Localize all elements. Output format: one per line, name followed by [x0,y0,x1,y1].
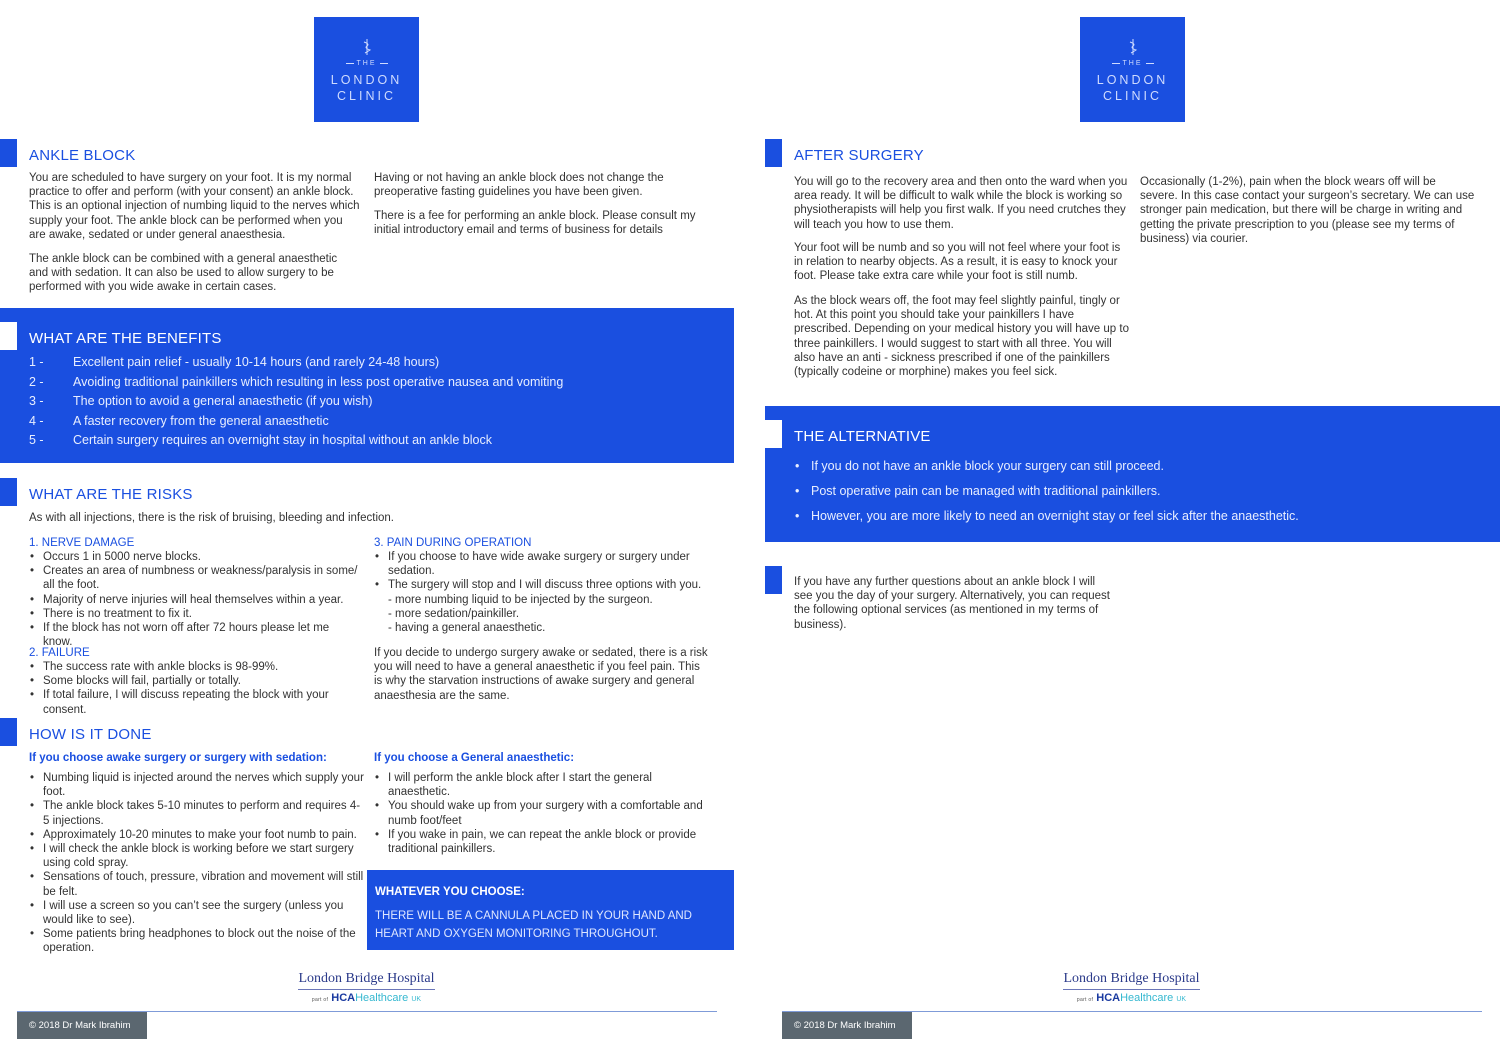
list-item: • Some blocks will fail, partially or totally. [29,674,369,688]
caduceus-icon [1080,39,1185,59]
list-item: • Occurs 1 in 5000 nerve blocks. [29,550,359,564]
after-surgery-para-4: Occasionally (1-2%), pain when the block wears off will be severe. In this case contact your surgeon’s secretary. We can use stronger pain medication, but there will be charge in writing and getting the private prescription to you (please see my terms of business) via courier. [1140,176,1475,245]
logo-clinic: CLINIC [337,89,396,103]
list-item: • Approximately 10-20 minutes to make your foot numb to pain. [29,828,364,842]
nerve-damage-list [29,550,359,649]
risks-intro: As with all injections, there is the risk of bruising, bleeding and infection. [29,512,395,524]
logo-the: THE [314,60,419,68]
london-bridge-hospital-logo [298,971,435,1006]
nerve-damage-heading: 1. NERVE DAMAGE [29,537,135,549]
list-item: - having a general anaesthetic. [388,622,546,635]
logo-clinic: CLINIC [1103,89,1162,103]
list-item: • If you do not have an ankle block your surgery can still proceed. [794,459,1484,484]
after-surgery-para-3: As the block wears off, the foot may feel slightly painful, tingly or hot. At this point you should take your painkillers I have prescribed. Depending on your medical history you will have up to three painkillers. I would suggest to start with all three. You will also have an anti - sickness prescribed if one of the painkillers (typically codeine or morphine) makes you feel sick. [794,295,1129,379]
list-item: 2 - Avoiding traditional painkillers which resulting in less post operative nausea and vomiting [29,374,564,389]
benefits-list [29,353,719,451]
list-item: • You should wake up from your surgery with a comfortable and numb foot/feet [374,799,714,827]
list-item: • I will perform the ankle block after I start the general anaesthetic. [374,771,714,799]
logo-the: THE [1080,60,1185,68]
ankle-block-para-3: Having or not having an ankle block does not change the preoperative fasting guidelines you have been given. [374,172,664,199]
after-surgery-heading: AFTER SURGERY [794,147,924,164]
ankle-block-para-4: There is a fee for performing an ankle block. Please consult my initial introductory email and terms of business for details [374,210,696,237]
caduceus-icon [314,39,419,59]
list-item: • Post operative pain can be managed with traditional painkillers. [794,484,1484,509]
list-item: • Sensations of touch, pressure, vibration and movement will still be felt. [29,870,364,898]
ga-list [374,771,714,856]
pain-during-operation-heading: 3. PAIN DURING OPERATION [374,537,532,549]
list-item: • However, you are more likely to need an overnight stay or feel sick after the anaesthetic. [794,509,1484,534]
list-item: • I will check the ankle block is working before we start surgery using cold spray. [29,842,364,870]
section-marker [0,322,17,350]
logo-london: LONDON [1096,73,1169,87]
london-clinic-logo [314,17,419,122]
hca-label: HCA [331,992,356,1004]
list-item: • The surgery will stop and I will discuss three options with you. [374,578,704,592]
list-item: - more numbing liquid to be injected by the surgeon. [388,593,653,606]
section-marker [765,139,782,167]
part-of-label: part of [311,997,329,1003]
hospital-name: London Bridge Hospital [298,971,435,986]
whatever-body: THERE WILL BE A CANNULA PLACED IN YOUR HAND AND HEART AND OXYGEN MONITORING THROUGHOUT. [375,910,692,940]
alternative-heading: THE ALTERNATIVE [794,428,931,445]
list-item: • The success rate with ankle blocks is 98-99%. [29,660,369,674]
list-item: 1 - Excellent pain relief - usually 10-14 hours (and rarely 24-48 hours) [29,355,440,369]
whatever-title: WHATEVER YOU CHOOSE: [375,886,525,898]
logo-london: LONDON [330,73,403,87]
right-page [765,0,1500,1039]
copyright-badge: © 2018 Dr Mark Ibrahim [782,1012,912,1039]
after-surgery-para-2: Your foot will be numb and so you will not feel where your foot is in relation to nearby objects. As a result, it is easy to knock your foot. Please take extra care while your foot is still numb. [794,242,1121,283]
list-item: • If you choose to have wide awake surgery or surgery under sedation. [374,550,704,578]
how-heading: HOW IS IT DONE [29,726,152,743]
whatever-you-choose-panel [367,870,734,950]
london-clinic-logo [1080,17,1185,122]
list-item: • Creates an area of numbness or weakness/paralysis in some/ all the foot. [29,564,359,592]
list-item: • I will use a screen so you can’t see the surgery (unless you would like to see). [29,899,364,927]
list-item: • Majority of nerve injuries will heal themselves within a year. [29,593,359,607]
awake-heading: If you choose awake surgery or surgery with sedation: [29,752,327,764]
part-of-label: part of [1076,997,1094,1003]
list-item: • If you wake in pain, we can repeat the ankle block or provide traditional painkillers. [374,828,714,856]
hospital-name: London Bridge Hospital [1063,971,1200,986]
hca-label: HCA [1096,992,1121,1004]
after-surgery-para-1: You will go to the recovery area and then onto the ward when you area ready. It will be difficult to walk while the block is working so physiotherapists will help you first walk. If you need crutches they will teach you how to use them. [794,176,1128,231]
ankle-block-heading: ANKLE BLOCK [29,147,136,164]
alternative-list [794,459,1484,534]
ankle-block-para-1: You are scheduled to have surgery on your foot. It is my normal practice to offer and perform (with your consent) an ankle block. This is an optional injection of numbing liquid to the nerves which supply your foot. The ankle block can be performed when you are awake, sedated or under general anaesthesia. [29,172,360,241]
ankle-block-para-2: The ankle block can be combined with a general anaesthetic and with sedation. It can also be used to allow surgery to be performed with you wide awake in certain cases. [29,253,338,294]
list-item: 5 - Certain surgery requires an overnight stay in hospital without an ankle block [29,433,492,447]
list-item: • There is no treatment to fix it. [29,607,359,621]
list-item: 3 - The option to avoid a general anaesthetic (if you wish) [29,394,373,408]
section-marker [765,420,782,448]
section-marker [765,566,782,594]
copyright-badge: © 2018 Dr Mark Ibrahim [17,1012,147,1039]
london-bridge-hospital-logo [1063,971,1200,1006]
section-marker [0,478,17,506]
failure-list [29,660,369,717]
healthcare-label: Healthcare [1120,992,1174,1004]
healthcare-label: Healthcare [355,992,409,1004]
pain-paragraph: If you decide to undergo surgery awake or sedated, there is a risk you will need to have a general anaesthetic if you feel pain. This is why the starvation instructions of awake surgery and general anaesthesia are the same. [374,647,708,702]
list-item: 4 - A faster recovery from the general anaesthetic [29,413,329,428]
list-item: - more sedation/painkiller. [388,607,520,620]
section-marker [0,139,17,167]
list-item: • Some patients bring headphones to block out the noise of the operation. [29,927,364,955]
list-item: • If the block has not worn off after 72 hours please let me know. [29,621,359,649]
benefits-heading: WHAT ARE THE BENEFITS [29,330,222,347]
section-marker [0,718,17,746]
uk-label: UK [1176,996,1187,1003]
list-item: • If total failure, I will discuss repeating the block with your consent. [29,688,369,716]
awake-list [29,771,364,956]
pain-during-operation-list [374,550,704,635]
list-item: • The ankle block takes 5-10 minutes to perform and requires 4-5 injections. [29,799,364,827]
questions-paragraph: If you have any further questions about an ankle block I will see you the day of your surgery. Alternatively, you can request the following optional services (as mentioned in my terms of business). [794,576,1110,631]
list-item: • Numbing liquid is injected around the nerves which supply your foot. [29,771,364,799]
risks-heading: WHAT ARE THE RISKS [29,486,193,503]
failure-heading: 2. FAILURE [29,647,90,659]
ga-heading: If you choose a General anaesthetic: [374,752,575,764]
uk-label: UK [411,996,422,1003]
